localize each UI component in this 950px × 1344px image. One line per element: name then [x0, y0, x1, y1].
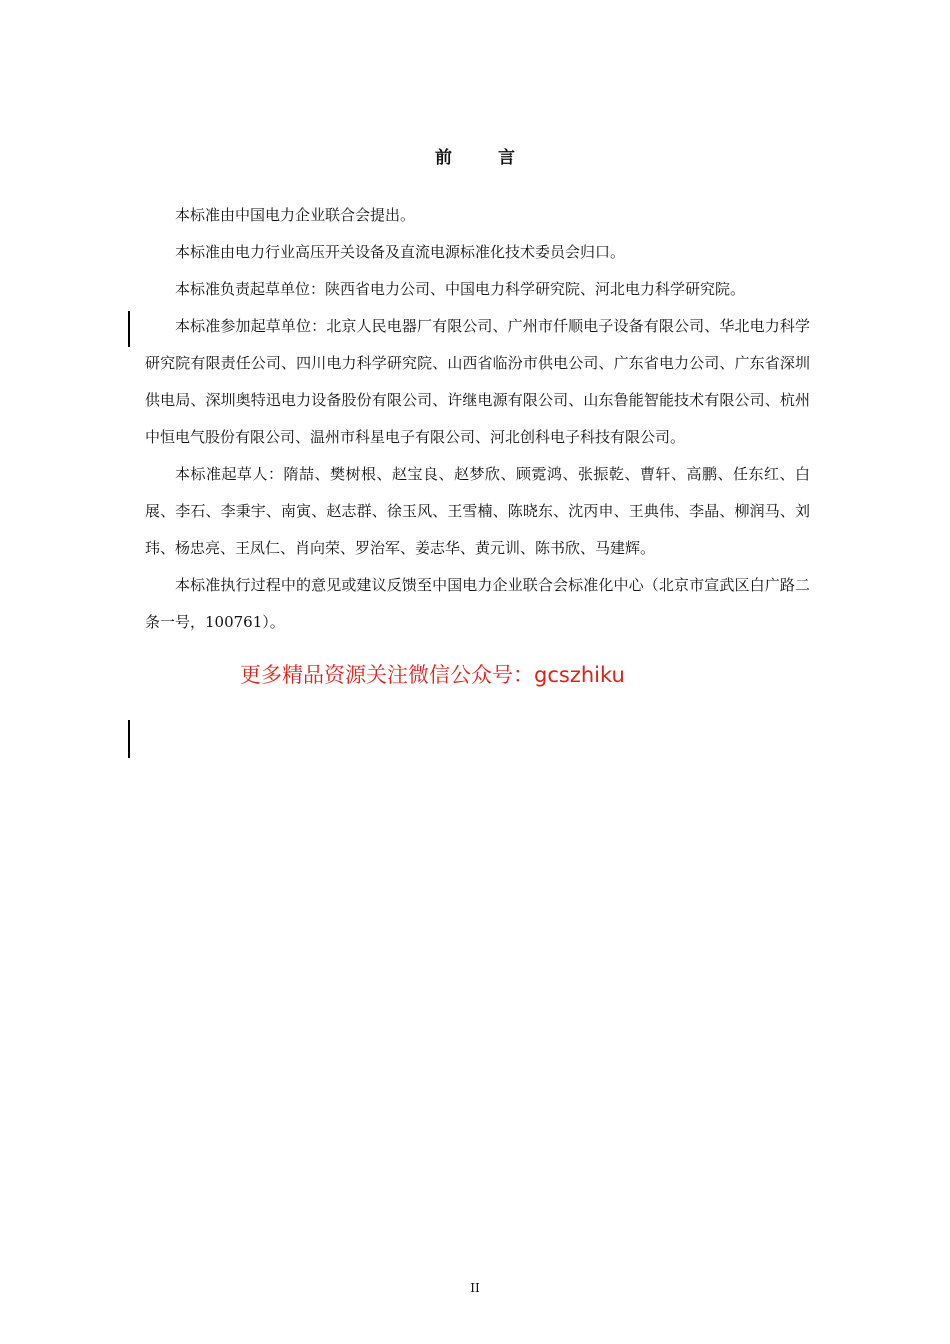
- paragraph-proposer: 本标准由中国电力企业联合会提出。: [175, 206, 416, 224]
- change-bar-top: [128, 311, 130, 347]
- paragraph-participating-drafters: 本标准参加起草单位：北京人民电器厂有限公司、广州市仟顺电子设备有限公司、华北电力科学研究院有限责任公司、四川电力科学研究院、山西省临汾市供电公司、广东省电力公司、广东省深圳供电局、深圳奥特迅电力设备股份有限公司、许继电源有限公司、山东鲁能智能技术有限公司、杭州中恒电气股份有限公司、温州市科星电子有限公司、河北创科电子科技有限公司。: [145, 317, 810, 446]
- paragraph-feedback: 本标准执行过程中的意见或建议反馈至中国电力企业联合会标准化中心（北京市宣武区白广路二条一号，100761）。: [145, 576, 810, 631]
- page-title: 前 言: [435, 148, 535, 168]
- paragraph-drafters: 本标准起草人：隋喆、樊树根、赵宝良、赵梦欣、顾霓鸿、张振乾、曹轩、高鹏、任东红、白展、李石、李秉宇、南寅、赵志群、徐玉风、王雪楠、陈晓东、沈丙申、王典伟、李晶、柳润马、刘玮、杨忠亮、王凤仁、肖向荣、罗治军、姜志华、黄元训、陈书欣、马建辉。: [145, 465, 810, 557]
- paragraph-lead-drafters: 本标准负责起草单位：陕西省电力公司、中国电力科学研究院、河北电力科学研究院。: [175, 280, 746, 298]
- page-number: II: [470, 1281, 480, 1295]
- foreword-body: [145, 197, 810, 641]
- paragraph-committee: 本标准由电力行业高压开关设备及直流电源标准化技术委员会归口。: [175, 243, 626, 261]
- change-bar-bottom: [128, 720, 130, 758]
- watermark: 更多精品资源关注微信公众号：gcszhiku: [240, 663, 625, 687]
